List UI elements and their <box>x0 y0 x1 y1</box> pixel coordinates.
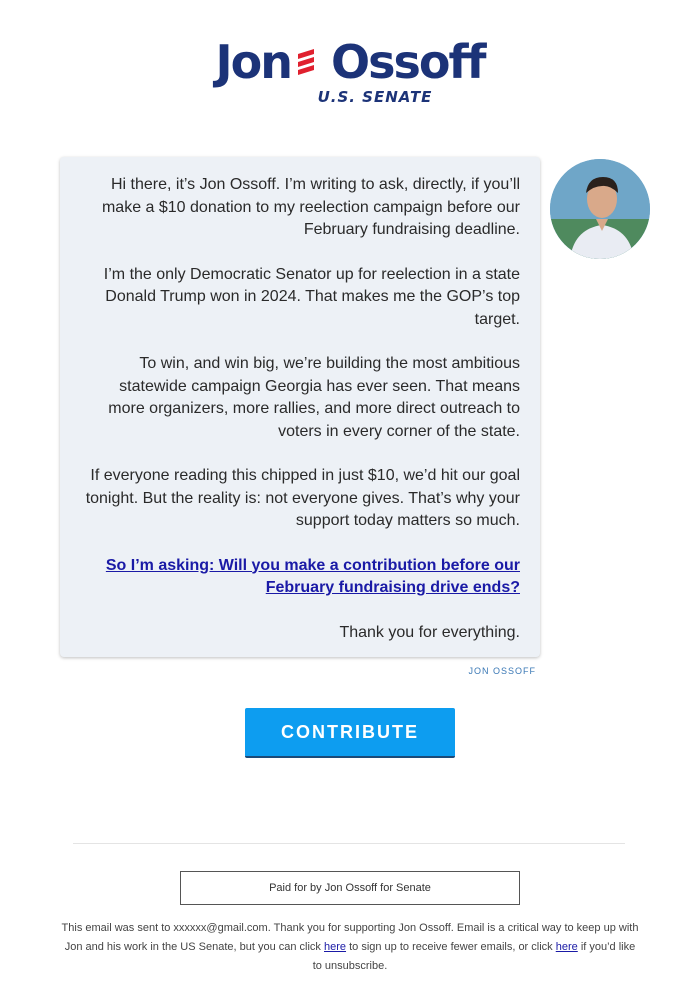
footer-email: xxxxxx@gmail.com <box>173 922 268 934</box>
campaign-logo <box>0 34 700 106</box>
letter-paragraph: I’m the only Democratic Senator up for reelection in a state Donald Trump won in 2024. That makes me the GOP’s top target. <box>103 265 520 328</box>
logo-wordmark <box>216 34 485 90</box>
footer-sent-prefix: This email was sent to <box>61 922 174 934</box>
contribute-button[interactable]: CONTRIBUTE <box>245 708 455 758</box>
paid-for-disclaimer: Paid for by Jon Ossoff for Senate <box>180 871 520 905</box>
flag-stripes-icon <box>294 45 328 79</box>
letter-card <box>60 157 540 657</box>
letter-paragraph: If everyone reading this chipped in just $10, we’d hit our goal tonight. But the reality is: not everyone gives. That’s why your support today matters so much. <box>85 467 520 529</box>
footer-sent-middle: . Thank you for supporting Jon Ossoff. Email is a critical way to keep up with Jon and his work in the US Senate, but you can click <box>64 922 639 953</box>
logo-subtitle: U.S. SENATE <box>317 88 433 106</box>
contribution-ask-link[interactable]: So I’m asking: Will you make a contribution before our February fundraising drive ends? <box>105 556 520 596</box>
logo-last-name: Ossoff <box>330 35 485 89</box>
letter-closing: Thank you for everything. <box>339 623 520 641</box>
footer-sent-middle2: to sign up to receive fewer emails, or click <box>346 941 556 953</box>
letter-paragraph: Hi there, it’s Jon Ossoff. I’m writing to ask, directly, if you’ll make a $10 donation to my reelection campaign before our February fundraising deadline. <box>101 176 520 238</box>
letter-ask-paragraph <box>80 555 520 600</box>
letter-paragraph: To win, and win big, we’re building the most ambitious statewide campaign Georgia has ever seen. That means more organizers, more rallies, and more direct outreach to voters in every corner of the state. <box>108 355 520 440</box>
fewer-emails-link[interactable]: here <box>324 941 347 953</box>
unsubscribe-link[interactable]: here <box>555 941 578 953</box>
footer-text <box>60 919 640 976</box>
footer-sent-suffix: if you’d like to unsubscribe. <box>312 941 636 972</box>
avatar <box>550 159 650 259</box>
footer-divider <box>73 843 625 844</box>
letter-signature: JON OSSOFF <box>468 666 536 676</box>
logo-first-name: Jon <box>215 35 291 89</box>
portrait-icon <box>550 159 650 259</box>
